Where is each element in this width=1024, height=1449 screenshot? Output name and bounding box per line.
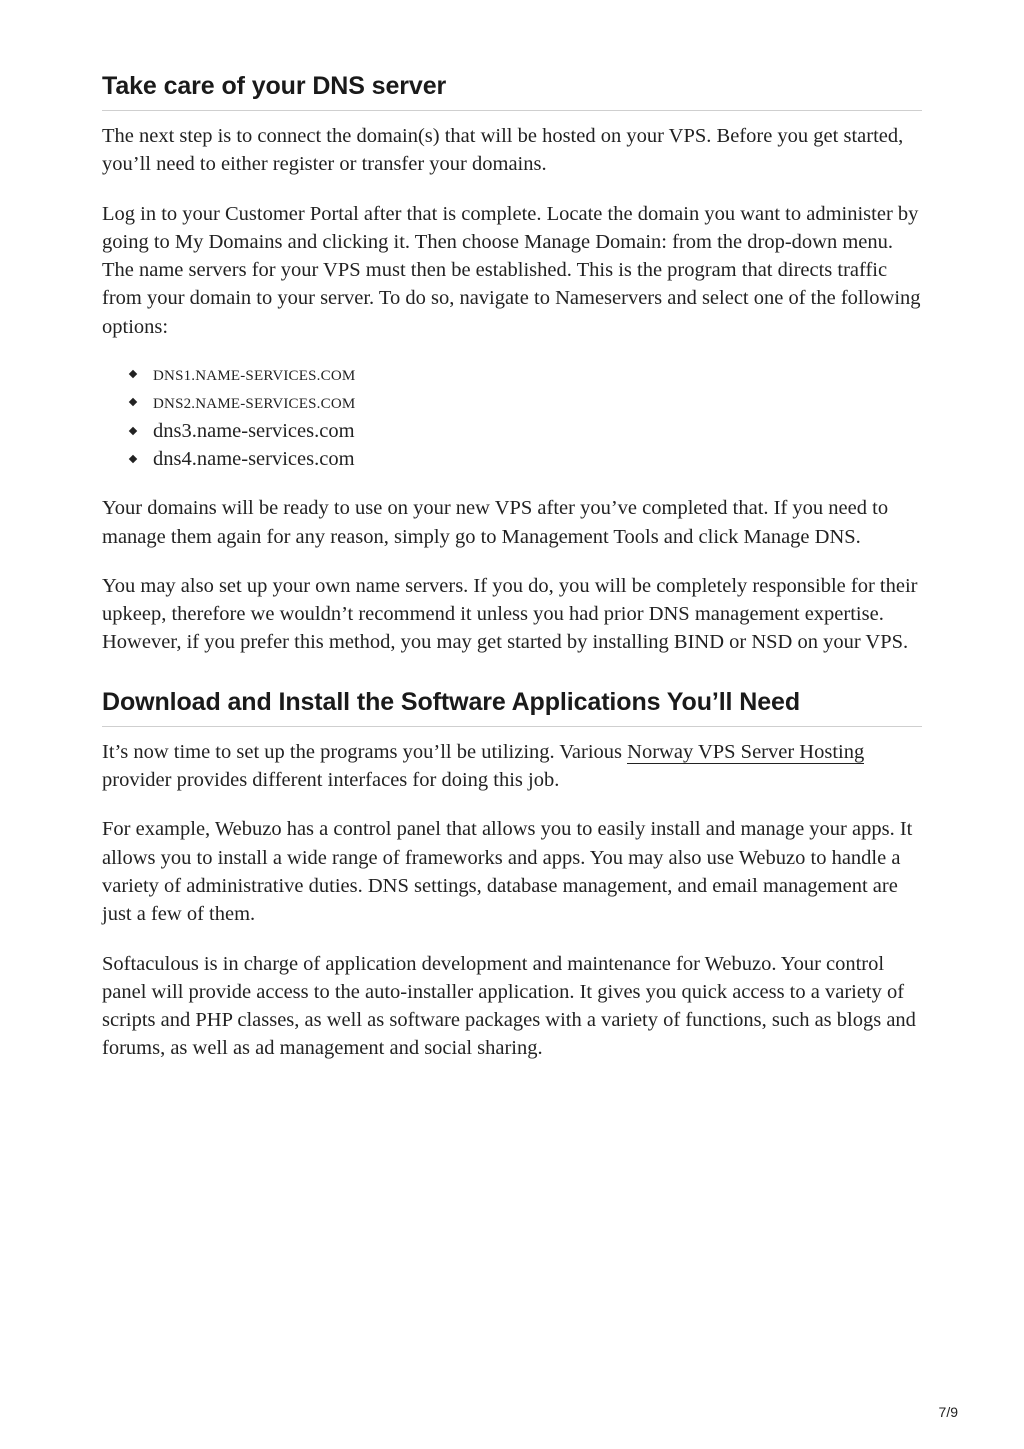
list-item: [130, 360, 922, 388]
nameserver-text: dns3.name-services.com: [153, 419, 355, 442]
paragraph-customer-portal: Log in to your Customer Portal after that is complete. Locate the domain you want to administer by going to My Domains and clicking it. Then choose Manage Domain: from the drop-down menu. The name servers for your VPS must then be established. This is the program that directs traffic from your domain to your server. To do so, navigate to Nameservers and select one of the following options:: [102, 202, 921, 338]
bullet-icon: [129, 455, 137, 463]
bullet-icon: [129, 370, 137, 378]
list-item: [130, 388, 922, 416]
paragraph-text: provider provides different interfaces for doing this job.: [102, 769, 560, 792]
paragraph-softaculous: Softaculous is in charge of application development and maintenance for Webuzo. Your control panel will provide access to the auto-installer application. It gives you quick access to a variety of scripts and PHP classes, as well as software packages with a variety of functions, such as blogs and forums, as well as ad management and social sharing.: [102, 952, 916, 1060]
paragraph-webuzo: For example, Webuzo has a control panel that allows you to easily install and manage your apps. It allows you to install a wide range of frameworks and apps. You may also use Webuzo to handle a variety of administrative duties. DNS settings, database management, and email management are just a few of them.: [102, 818, 913, 926]
bullet-icon: [129, 398, 137, 406]
bullet-icon: [129, 426, 137, 434]
section-heading-dns: Take care of your DNS server: [102, 71, 922, 111]
paragraph-domains-ready: Your domains will be ready to use on your new VPS after you’ve completed that. If you need to manage them again for any reason, simply go to Management Tools and click Manage DNS.: [102, 497, 889, 548]
paragraph-setup-programs: [102, 738, 922, 795]
nameserver-list: [102, 360, 922, 473]
paragraph-connect-domains: The next step is to connect the domain(s) that will be hosted on your VPS. Before you get started, you’ll need to either register or transfer your domains.: [102, 125, 904, 176]
paragraph-own-nameservers: You may also set up your own name servers. If you do, you will be completely responsible for their upkeep, therefore we wouldn’t recommend it unless you had prior DNS management expertise. However, if you prefer this method, you may get started by installing BIND or NSD on your VPS.: [102, 574, 918, 654]
hosting-link[interactable]: Norway VPS Server Hosting: [627, 740, 865, 763]
list-item: [130, 445, 922, 473]
section-heading-software: Download and Install the Software Applications You’ll Need: [102, 687, 922, 727]
nameserver-text: DNS1.NAME-SERVICES.COM: [153, 368, 356, 385]
document-page: [102, 0, 922, 1063]
nameserver-text: DNS2.NAME-SERVICES.COM: [153, 396, 356, 413]
paragraph-text: It’s now time to set up the programs you’ll be utilizing. Various: [102, 740, 628, 763]
list-item: [130, 417, 922, 445]
nameserver-text: dns4.name-services.com: [153, 447, 355, 470]
page-number: 7/9: [938, 1404, 958, 1420]
